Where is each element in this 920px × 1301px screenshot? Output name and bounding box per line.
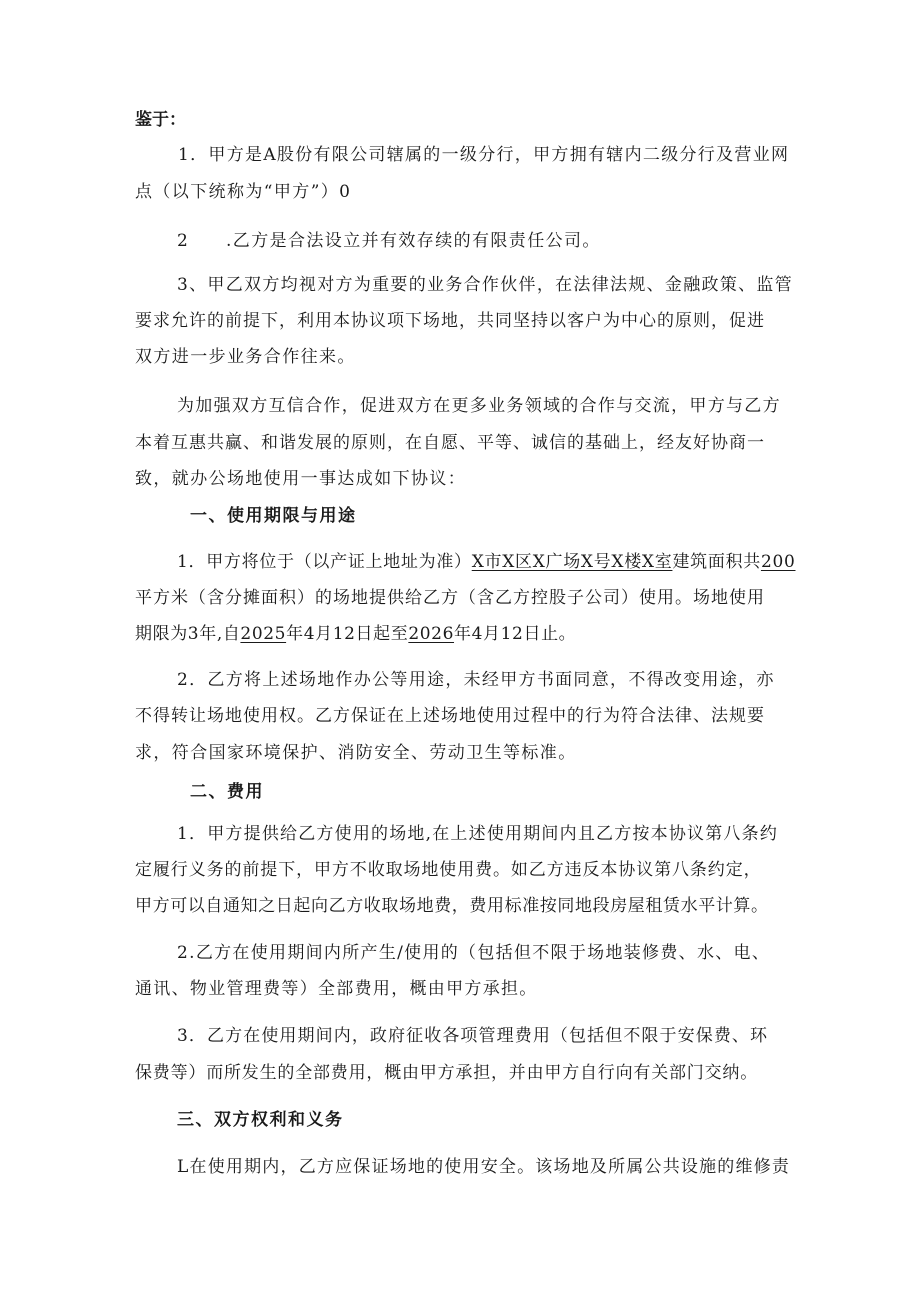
section-2-item-1-line-2: 定履行义务的前提下，甲方不收取场地使用费。如乙方违反本协议第八条约定， <box>135 860 762 880</box>
s1-term-text-b: 年4月12日起至 <box>286 624 409 644</box>
section-2-item-1-line-3: 甲方可以自通知之日起向乙方收取场地费，费用标准按同地段房屋租赁水平计算。 <box>135 896 769 916</box>
section-2-item-1-line-1: 1．甲方提供给乙方使用的场地,在上述使用期间内且乙方按本协议第八条约 <box>177 824 779 844</box>
section-1-item-1-line-3 <box>135 622 576 646</box>
recital-3-line-1: 3、甲乙双方均视对方为重要的业务合作伙伴，在法律法规、金融政策、监管 <box>177 275 794 295</box>
section-1-item-1-line-1 <box>177 550 796 574</box>
s1-term-text-c: 年4月12日止。 <box>454 624 577 644</box>
section-2-item-2-line-2: 通讯、物业管理费等）全部费用，概由甲方承担。 <box>135 979 538 999</box>
premises-area: 200 <box>760 552 796 572</box>
section-3-heading: 三、双方权利和义务 <box>177 1110 344 1130</box>
premises-address: X市X区X广场X号X楼X室 <box>471 552 673 572</box>
recital-1-line-1: 1．甲方是A股份有限公司辖属的一级分行，甲方拥有辖内二级分行及营业网 <box>178 145 790 165</box>
s1-item1-text-a: 1．甲方将位于（以产证上地址为准） <box>177 552 472 572</box>
section-2-item-2-line-1: 2.乙方在使用期间内所产生/使用的（包括但不限于场地装修费、水、电、 <box>177 943 771 963</box>
preamble-line-2: 本着互惠共赢、和谐发展的原则，在自愿、平等、诚信的基础上，经友好协商一 <box>135 433 765 453</box>
section-2-item-3-line-1: 3．乙方在使用期间内，政府征收各项管理费用（包括但不限于安保费、环 <box>177 1026 769 1046</box>
s1-item1-text-b: 建筑面积共 <box>672 552 761 572</box>
section-1-item-2-line-3: 求，符合国家环境保护、消防安全、劳动卫生等标准。 <box>135 743 577 763</box>
recital-1-line-2: 点（以下统称为“甲方”）0 <box>135 182 352 202</box>
preamble-line-3: 致，就办公场地使用一事达成如下协议： <box>135 469 467 489</box>
section-2-item-3-line-2: 保费等）而所发生的全部费用，概由甲方承担，并由甲方自行向有关部门交纳。 <box>135 1063 758 1083</box>
recitals-heading: 鉴于： <box>135 110 186 130</box>
section-1-heading: 一、使用期限与用途 <box>190 506 357 526</box>
section-3-item-1-line-1: L在使用期内，乙方应保证场地的使用安全。该场地及所属公共设施的维修责 <box>177 1157 791 1177</box>
recital-3-line-3: 双方进一步业务合作往来。 <box>135 347 356 367</box>
s1-term-text-a: 期限为3年,自 <box>135 624 241 644</box>
section-2-heading: 二、费用 <box>190 782 264 802</box>
term-end-year: 2026 <box>408 624 455 644</box>
section-1-item-1-line-2: 平方米（含分摊面积）的场地提供给乙方（含乙方控股子公司）使用。场地使用 <box>135 588 765 608</box>
section-1-item-2-line-2: 不得转让场地使用权。乙方保证在上述场地使用过程中的行为符合法律、法规要 <box>135 706 765 726</box>
section-1-item-2-line-1: 2．乙方将上述场地作办公等用途，未经甲方书面同意，不得改变用途，亦 <box>177 670 775 690</box>
term-start-year: 2025 <box>240 624 287 644</box>
recital-3-line-2: 要求允许的前提下，利用本协议项下场地，共同坚持以客户为中心的原则，促进 <box>135 311 765 331</box>
preamble-line-1: 为加强双方互信合作，促进双方在更多业务领域的合作与交流，甲方与乙方 <box>177 396 781 416</box>
recital-2-number: 2 <box>177 231 188 251</box>
recital-2-text: .乙方是合法设立并有效存续的有限责任公司。 <box>226 231 601 251</box>
